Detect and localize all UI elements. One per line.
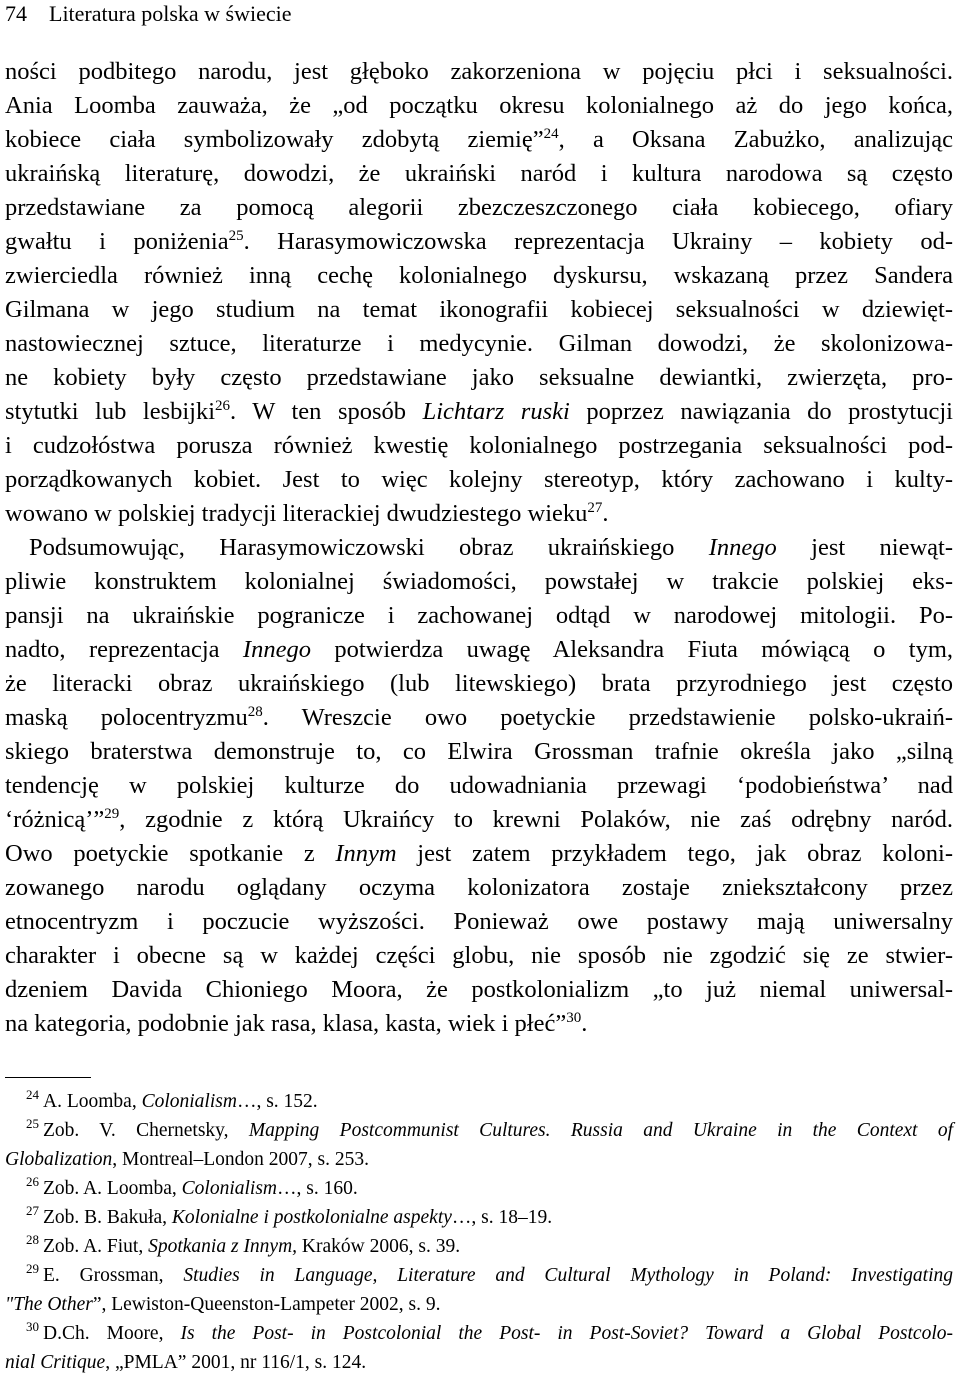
footnote-28: $^{28}$ Zob. A. Fiut, Spotkania z Innym, Kraków 2006, s. 39. xyxy=(26,1232,461,1257)
footnote-ref-26[interactable]: 26 xyxy=(215,398,231,414)
text-line: Gilmana w jego studium na temat ikonografii kobiecej seksualności w dziewięt- xyxy=(5,296,953,323)
text-line: ‘różnicą’”$^{29}$, zgodnie z którą Ukraińcy to krewni Polaków, nie zaś odrębny naród. xyxy=(5,806,953,833)
footnote-29: $^{29}$ E. Grossman, Studies in Language, Literature and Cultural Mythology in Poland: Investigating xyxy=(26,1261,953,1286)
text-line: i cudzołóstwa porusza również kwestię kolonialnego postrzegania seksualności pod- xyxy=(5,432,953,459)
text-line: dzeniem Davida Chioniego Moora, że postkolonializm „to już niemal uniwersal- xyxy=(5,976,953,1003)
footnote-25-cont: Globalization, Montreal–London 2007, s. 253. xyxy=(5,1149,369,1170)
text-line: ne kobiety były często przedstawiane jako seksualne dewiantki, zwierzęta, pro- xyxy=(5,364,953,391)
text-line: zowanego narodu oglądany oczyma kolonizatora zostaje zniekształcony przez xyxy=(5,874,953,901)
text-line: porządkowanych kobiet. Jest to więc kolejny stereotyp, który zachowano i kulty- xyxy=(5,466,953,493)
text-line: Ania Loomba zauważa, że „od początku okresu kolonialnego aż do jego końca, xyxy=(5,92,953,119)
running-header xyxy=(5,0,292,28)
main-text xyxy=(5,55,953,1041)
footnote-25: $^{25}$ Zob. V. Chernetsky, Mapping Postcommunist Cultures. Russia and Ukraine in the Context of xyxy=(26,1116,953,1141)
footnote-27: $^{27}$ Zob. B. Bakuła, Kolonialne i postkolonialne aspekty…, s. 18–19. xyxy=(26,1203,553,1228)
running-title: Literatura polska w świecie xyxy=(49,1,292,26)
footnote-ref-30[interactable]: 30 xyxy=(566,1010,582,1026)
text-line: wowano w polskiej tradycji literackiej dwudziestego wieku$^{27}$. xyxy=(5,500,609,527)
text-line: Owo poetyckie spotkanie z Innym jest zatem przykładem tego, jak obraz koloni- xyxy=(5,840,953,867)
text-line: skiego braterstwa demonstruje to, co Elwira Grossman trafnie określa jako „silną xyxy=(5,738,953,765)
footnote-30: $^{30}$ D.Ch. Moore, Is the Post- in Postcolonial the Post- in Post-Soviet? Toward a Global Postcolo- xyxy=(26,1319,953,1344)
footnote-ref-28[interactable]: 28 xyxy=(247,704,263,720)
footnote-ref-24[interactable]: 24 xyxy=(543,126,559,142)
title-italic: Lichtarz ruski xyxy=(422,398,570,425)
text-line: kobiece ciała symbolizowały zdobytą ziemię”$^{24}$, a Oksana Zabużko, analizując xyxy=(5,126,954,153)
page-number: 74 xyxy=(5,1,27,26)
text-line: charakter i obecne są w każdej części globu, nie sposób nie zgodzić się ze stwier- xyxy=(5,942,953,969)
footnote-ref-27[interactable]: 27 xyxy=(587,500,603,516)
text-line: tendencję w polskiej kulturze do udowadniania przewagi ‘podobieństwa’ nad xyxy=(5,772,953,799)
text-line: nastowiecznej sztuce, literaturze i medycynie. Gilman dowodzi, że skolonizowa- xyxy=(5,330,953,357)
footnote-29-cont: "The Other”, Lewiston-Queenston-Lampeter 2002, s. 9. xyxy=(5,1294,441,1315)
text-line: etnocentryzm i poczucie wyższości. Ponieważ owe postawy mają uniwersalny xyxy=(5,908,953,935)
paragraph xyxy=(5,55,953,531)
text-line: Podsumowując, Harasymowiczowski obraz ukraińskiego Innego jest niewąt- xyxy=(29,534,953,561)
text-line: maską polocentryzmu$^{28}$. Wreszcie owo poetyckie przedstawienie polsko-ukraiń- xyxy=(5,704,953,731)
text-line: pliwie konstruktem kolonialnej świadomości, powstałej w trakcie polskiej eks- xyxy=(5,568,953,595)
footnote-30-cont: nial Critique, „PMLA” 2001, nr 116/1, s. 124. xyxy=(5,1352,367,1373)
paragraph xyxy=(5,531,953,1041)
text-line: że literacki obraz ukraińskiego (lub litewskiego) brata przyrodniego jest często xyxy=(5,670,953,697)
text-line: przedstawiane za pomocą alegorii zbezczeszczonego ciała kobiecego, ofiary xyxy=(5,194,953,221)
text-line: na kategoria, podobnie jak rasa, klasa, kasta, wiek i płeć”$^{30}$. xyxy=(5,1010,588,1037)
text-line: pansji na ukraińskie pogranicze i zachowanej odtąd w narodowej mitologii. Po- xyxy=(5,602,953,629)
text-line: zwierciedla również inną cechę kolonialnego dyskursu, wskazaną przez Sandera xyxy=(5,262,953,289)
text-line: gwałtu i poniżenia$^{25}$. Harasymowiczowska reprezentacja Ukrainy – kobiety od- xyxy=(5,228,953,255)
footnotes xyxy=(5,1087,953,1377)
footnote-24: $^{24}$ A. Loomba, Colonialism…, s. 152. xyxy=(26,1087,318,1112)
footnote-26: $^{26}$ Zob. A. Loomba, Colonialism…, s. 160. xyxy=(26,1174,358,1199)
text-line: ności podbitego narodu, jest głęboko zakorzeniona w pojęciu płci i seksualności. xyxy=(5,58,953,85)
footnote-ref-25[interactable]: 25 xyxy=(228,228,244,244)
footnote-separator xyxy=(5,1077,91,1078)
text-line: ukraińską literaturę, dowodzi, że ukraiński naród i kultura narodowa są często xyxy=(5,160,953,187)
text-line: nadto, reprezentacja Innego potwierdza uwagę Aleksandra Fiuta mówiącą o tym, xyxy=(5,636,954,663)
footnote-ref-29[interactable]: 29 xyxy=(104,806,120,822)
text-line: stytutki lub lesbijki$^{26}$. W ten sposób Lichtarz ruski poprzez nawiązania do prostytucji xyxy=(5,398,953,425)
